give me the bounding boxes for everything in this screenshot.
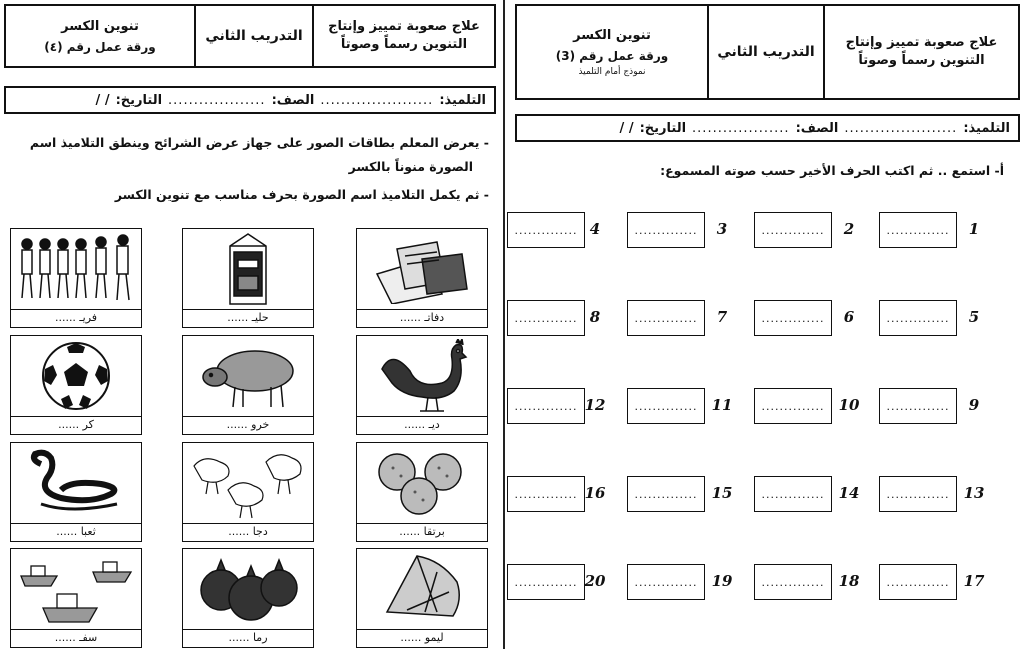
- soccer-ball-icon: [11, 336, 141, 416]
- date-label: التاريخ:: [639, 120, 687, 136]
- answer-box[interactable]: ..............: [627, 212, 705, 248]
- student-info-line: [515, 114, 1020, 142]
- notebooks-icon: [357, 229, 487, 309]
- picture-card-rooster: [356, 335, 488, 435]
- item-number: 12: [584, 396, 606, 414]
- answer-box[interactable]: ..............: [507, 388, 585, 424]
- item-number: 4: [589, 220, 601, 238]
- header-training-cell: [707, 6, 823, 98]
- card-label: حليـ ......: [183, 309, 313, 327]
- item-number: 14: [838, 484, 860, 502]
- class-field[interactable]: ...................: [692, 120, 790, 136]
- item-number: 17: [963, 572, 985, 590]
- answer-box[interactable]: ..............: [507, 212, 585, 248]
- card-label: كر ......: [11, 416, 141, 434]
- header-training: التدريب الثاني: [205, 28, 303, 44]
- class-label: الصف:: [271, 92, 315, 108]
- oranges-icon: [357, 443, 487, 523]
- picture-card-sheep: [182, 335, 314, 435]
- instruction-line-3: - ثم يكمل التلاميذ اسم الصورة بحرف مناسب مع تنوين الكسر: [114, 187, 489, 202]
- card-label: رما ......: [183, 629, 313, 647]
- picture-card-snake: [10, 442, 142, 542]
- class-label: الصف:: [795, 120, 839, 136]
- answer-box[interactable]: ..............: [879, 212, 957, 248]
- team-players-icon: [11, 229, 141, 309]
- answer-box[interactable]: ..............: [879, 300, 957, 336]
- header-title-line1: علاج صعوبة تمييز وإنتاج: [845, 35, 998, 50]
- picture-card-ships: [10, 548, 142, 648]
- answer-box[interactable]: ..............: [754, 212, 832, 248]
- rooster-icon: [357, 336, 487, 416]
- instruction-line-2: الصورة منوناً بالكسر: [348, 159, 473, 174]
- answer-box[interactable]: ..............: [627, 564, 705, 600]
- header-table: [4, 4, 496, 68]
- picture-card-chickens: [182, 442, 314, 542]
- worksheet-4: [0, 0, 503, 649]
- header-title-cell: [312, 6, 494, 66]
- answer-box[interactable]: ..............: [879, 476, 957, 512]
- header-worksheet-number: ورقة عمل رقم (٤): [44, 39, 156, 54]
- header-training-cell: [194, 6, 312, 66]
- worksheet-3: [507, 0, 1024, 649]
- date-label: التاريخ:: [115, 92, 163, 108]
- item-number: 2: [843, 220, 855, 238]
- snake-icon: [11, 443, 141, 523]
- student-label: التلميذ:: [439, 92, 486, 108]
- chickens-icon: [183, 443, 313, 523]
- header-title-cell: [823, 6, 1018, 98]
- header-title-line2: التنوين رسماً وصوتاً: [340, 37, 468, 52]
- item-number: 3: [716, 220, 728, 238]
- picture-card-notebooks: [356, 228, 488, 328]
- item-number: 11: [711, 396, 733, 414]
- answer-box[interactable]: ..............: [754, 476, 832, 512]
- header-topic-cell: [517, 6, 707, 98]
- card-label: دفاتـ ......: [357, 309, 487, 327]
- milk-carton-icon: [183, 229, 313, 309]
- date-field[interactable]: / /: [95, 92, 110, 108]
- header-topic: تنوين الكسر: [61, 18, 139, 34]
- instruction-line-1: - يعرض المعلم بطاقات الصور على جهاز عرض الشرائح وينطق التلاميذ اسم: [29, 135, 489, 150]
- card-label: برتقا ......: [357, 523, 487, 541]
- card-label: فريـ ......: [11, 309, 141, 327]
- answer-box[interactable]: ..............: [507, 476, 585, 512]
- answer-box[interactable]: ..............: [879, 388, 957, 424]
- picture-card-lemon: [356, 548, 488, 648]
- header-title-line2: التنوين رسماً وصوتاً: [858, 53, 985, 68]
- picture-card-milk: [182, 228, 314, 328]
- class-field[interactable]: ...................: [168, 92, 266, 108]
- header-worksheet-number: ورقة عمل رقم (3): [555, 48, 669, 63]
- item-number: 6: [843, 308, 855, 326]
- item-number: 7: [716, 308, 728, 326]
- student-name-field[interactable]: ......................: [844, 120, 958, 136]
- ships-icon: [11, 549, 141, 629]
- answer-box[interactable]: ..............: [754, 300, 832, 336]
- answer-box[interactable]: ..............: [627, 388, 705, 424]
- card-label: ثعبا ......: [11, 523, 141, 541]
- header-model-note: نموذج أمام التلميذ: [578, 66, 646, 77]
- sheep-icon: [183, 336, 313, 416]
- header-topic-cell: [6, 6, 194, 66]
- answer-box[interactable]: ..............: [627, 476, 705, 512]
- item-number: 18: [838, 572, 860, 590]
- item-number: 13: [963, 484, 985, 502]
- picture-card-team: [10, 228, 142, 328]
- page-divider: [503, 0, 505, 649]
- item-number: 9: [968, 396, 980, 414]
- card-label: سفـ ......: [11, 629, 141, 647]
- lemon-slice-icon: [357, 549, 487, 629]
- item-number: 10: [838, 396, 860, 414]
- card-label: ليمو ......: [357, 629, 487, 647]
- pomegranates-icon: [183, 549, 313, 629]
- picture-card-oranges: [356, 442, 488, 542]
- card-label: ديـ ......: [357, 416, 487, 434]
- header-title-line1: علاج صعوبة تمييز وإنتاج: [328, 19, 480, 34]
- answer-box[interactable]: ..............: [754, 564, 832, 600]
- picture-card-pomegranates: [182, 548, 314, 648]
- header-table: [515, 4, 1020, 100]
- picture-card-ball: [10, 335, 142, 435]
- answer-box[interactable]: ..............: [627, 300, 705, 336]
- listening-instruction: أ- استمع .. ثم اكتب الحرف الأخير حسب صوته المسموع:: [660, 163, 1004, 178]
- item-number: 19: [711, 572, 733, 590]
- item-number: 8: [589, 308, 601, 326]
- answer-box[interactable]: ..............: [754, 388, 832, 424]
- student-name-field[interactable]: ......................: [320, 92, 434, 108]
- item-number: 16: [584, 484, 606, 502]
- item-number: 15: [711, 484, 733, 502]
- answer-box[interactable]: ..............: [879, 564, 957, 600]
- date-field[interactable]: / /: [619, 120, 634, 136]
- item-number: 1: [968, 220, 980, 238]
- answer-box[interactable]: ..............: [507, 300, 585, 336]
- student-info-line: [4, 86, 496, 114]
- card-label: دجا ......: [183, 523, 313, 541]
- student-label: التلميذ:: [963, 120, 1010, 136]
- item-number: 5: [968, 308, 980, 326]
- header-training: التدريب الثاني: [717, 44, 815, 60]
- header-topic: تنوين الكسر: [573, 27, 651, 43]
- answer-box[interactable]: ..............: [507, 564, 585, 600]
- card-label: خرو ......: [183, 416, 313, 434]
- item-number: 20: [584, 572, 606, 590]
